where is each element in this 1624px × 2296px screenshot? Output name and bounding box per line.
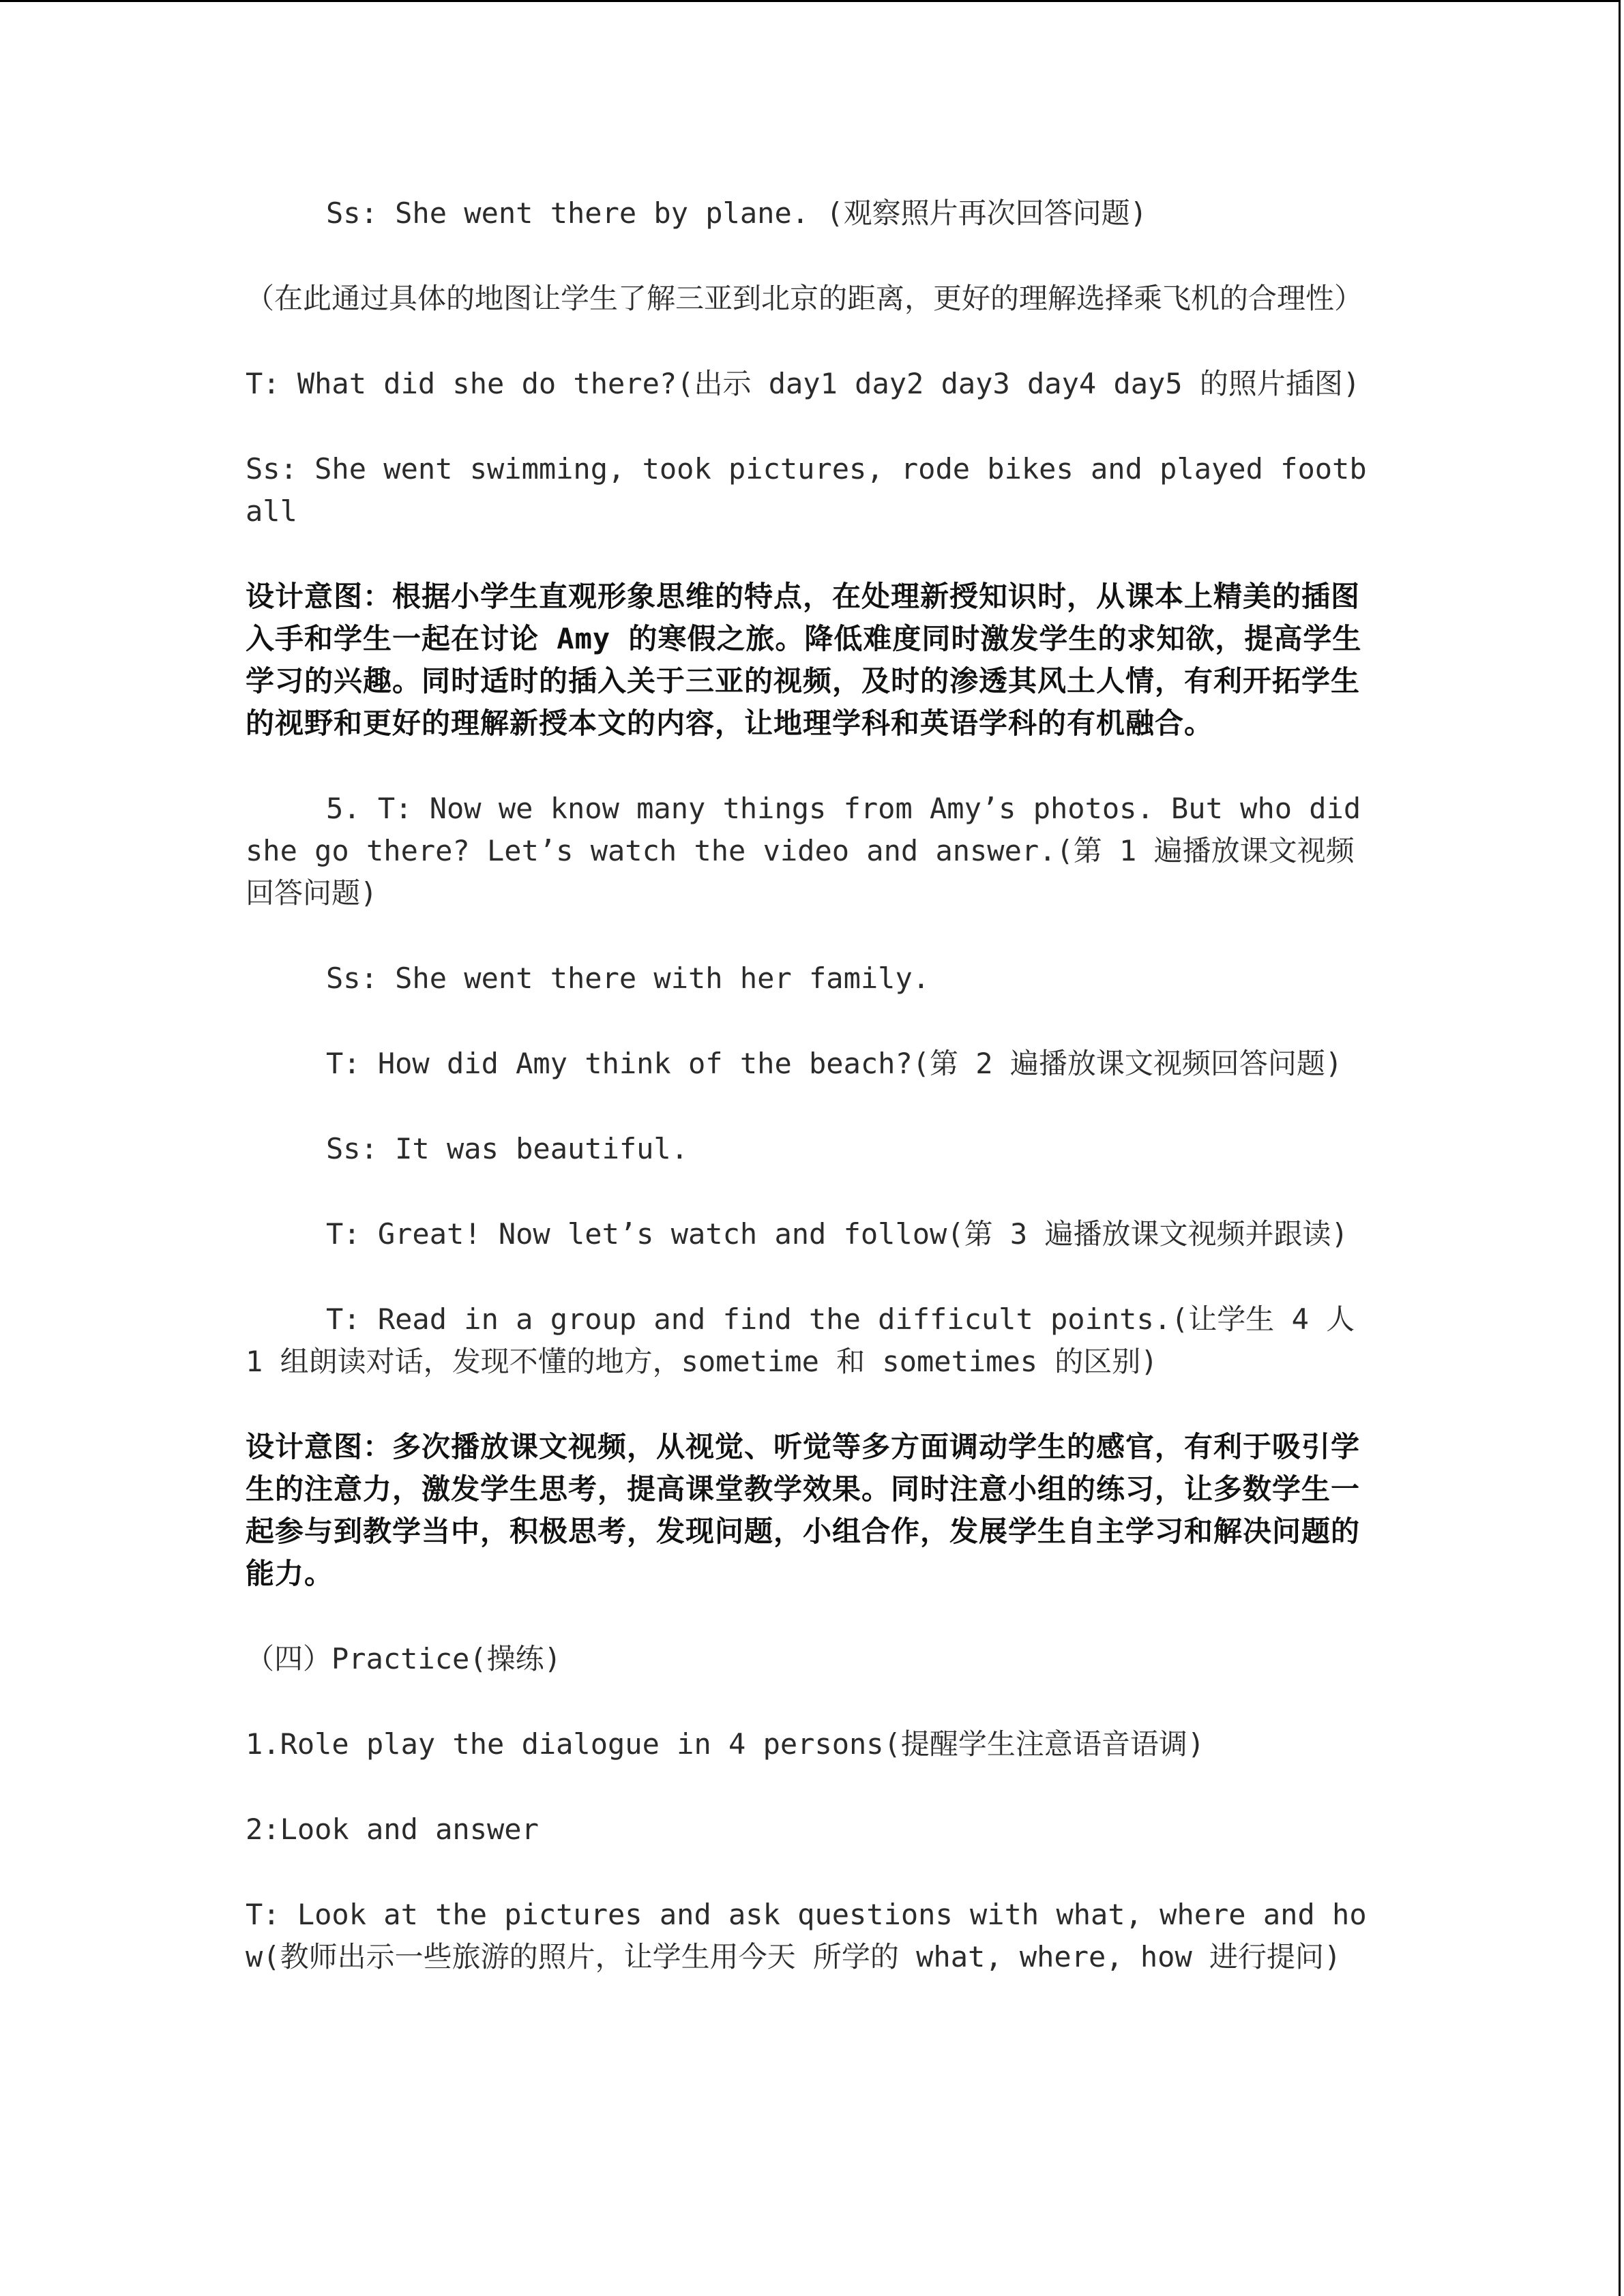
paragraph-role-play: 1.Role play the dialogue in 4 persons(提醒学生注意语音语调) [246,1727,1205,1761]
paragraph-ss-plane: Ss: She went there by plane. (观察照片再次回答问题) [326,196,1147,230]
paragraph-design-intent-2: 设计意图：多次播放课文视频，从视觉、听觉等多方面调动学生的感官，有利于吸引学生的注意力，激发学生思考，提高课堂教学效果。同时注意小组的练习，让多数学生一起参与到教学当中，积极思考，发现问题，小组合作，发展学生自主学习和解决问题的能力。 [246,1430,1361,1590]
paragraph-ss-family: Ss: She went there with her family. [326,961,930,995]
paragraph-map-note: （在此通过具体的地图让学生了解三亚到北京的距离，更好的理解选择乘飞机的合理性） [246,282,1363,315]
paragraph-t-follow: T: Great! Now let’s watch and follow(第 3 遍播放课文视频并跟读) [326,1217,1348,1251]
paragraph-t-what-did-she-do: T: What did she do there?(出示 day1 day2 day3 day4 day5 的照片插图) [246,367,1361,400]
paragraph-look-and-answer: 2:Look and answer [246,1813,539,1846]
paragraph-t-group-read: T: Read in a group and find the difficult points.(让学生 4 人 1 组朗读对话，发现不懂的地方，sometime 和 sometimes 的区别) [246,1302,1355,1378]
paragraph-t-watch-video: 5. T: Now we know many things from Amy’s photos. But who did she go there? Let’s watch the video and answer.(第 1 遍播放课文视频回答问题) [246,792,1361,910]
paragraph-t-beach: T: How did Amy think of the beach?(第 2 遍播放课文视频回答问题) [326,1047,1343,1080]
paragraph-t-ask-questions: T: Look at the pictures and ask questions with what, where and how(教师出示一些旅游的照片，让学生用今天 所学的 what, where, how 进行提问) [246,1898,1367,1973]
paragraph-ss-beautiful: Ss: It was beautiful. [326,1132,689,1165]
section-heading-practice: （四）Practice(操练) [246,1642,561,1675]
paragraph-ss-activities: Ss: She went swimming, took pictures, rode bikes and played football [246,452,1367,528]
paragraph-design-intent-1: 设计意图：根据小学生直观形象思维的特点，在处理新授知识时，从课本上精美的插图入手和学生一起在讨论 Amy 的寒假之旅。降低难度同时激发学生的求知欲，提高学生学习的兴趣。同时适时的插入关于三亚的视频，及时的渗透其风土人情，有利开拓学生的视野和更好的理解新授本文的内容，让地理学科和英语学科的有机融合。 [246,580,1362,740]
document-body [246,192,1378,2021]
